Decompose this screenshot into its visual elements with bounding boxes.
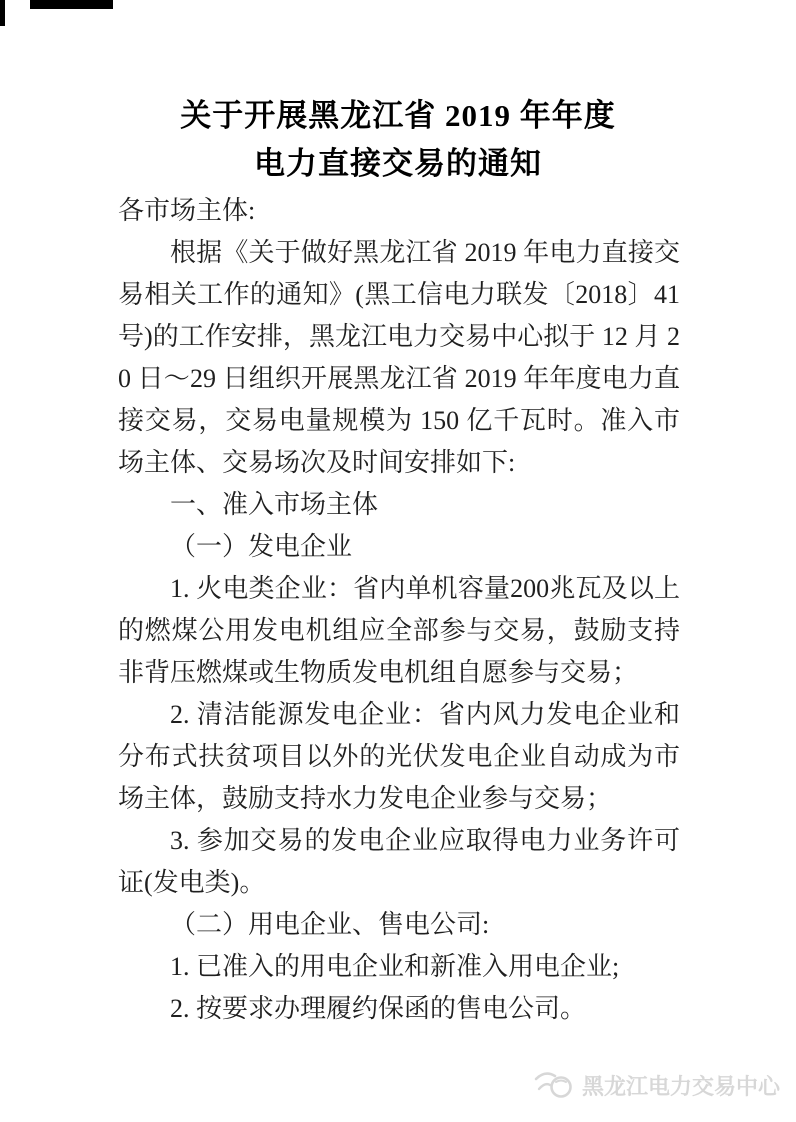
subsection-heading-2: （二）用电企业、售电公司: [170, 910, 490, 939]
paragraph-guarantee: 2. 按要求办理履约保函的售电公司。 [170, 994, 587, 1023]
scan-artifact-tick [0, 0, 5, 26]
watermark-footer [534, 1068, 780, 1102]
title-line-1: 关于开展黑龙江省 2019 年年度 [180, 98, 616, 133]
document-body [118, 190, 680, 1030]
section-heading-1: 一、准入市场主体 [170, 490, 379, 519]
title-line-2: 电力直接交易的通知 [254, 146, 542, 181]
page-title [60, 92, 736, 188]
paragraph-intro: 根据《关于做好黑龙江省 2019 年电力直接交易相关工作的通知》(黑工信电力联发〔2018〕41 号)的工作安排，黑龙江电力交易中心拟于 12 月 20 日～29 日组织开展黑龙江省 2019 年年度电力直接交易，交易电量规模为 150 亿千瓦时。准入市场主体、交易场次及时间安排如下: [118, 238, 680, 477]
swirl-bird-logo-icon [534, 1068, 576, 1102]
scan-artifact-bar [30, 0, 113, 9]
subsection-heading-1: （一）发电企业 [170, 532, 353, 561]
salutation: 各市场主体: [118, 196, 256, 225]
paragraph-thermal-power: 1. 火电类企业：省内单机容量200兆瓦及以上的燃煤公用发电机组应全部参与交易，鼓励支持非背压燃煤或生物质发电机组自愿参与交易； [118, 574, 680, 687]
watermark-brand-text: 黑龙江电力交易中心 [581, 1073, 780, 1099]
paragraph-clean-energy: 2. 清洁能源发电企业：省内风力发电企业和分布式扶贫项目以外的光伏发电企业自动成为市场主体，鼓励支持水力发电企业参与交易； [118, 700, 680, 813]
paragraph-license: 3. 参加交易的发电企业应取得电力业务许可证(发电类)。 [118, 826, 680, 897]
paragraph-admitted-users: 1. 已准入的用电企业和新准入用电企业; [170, 952, 620, 981]
